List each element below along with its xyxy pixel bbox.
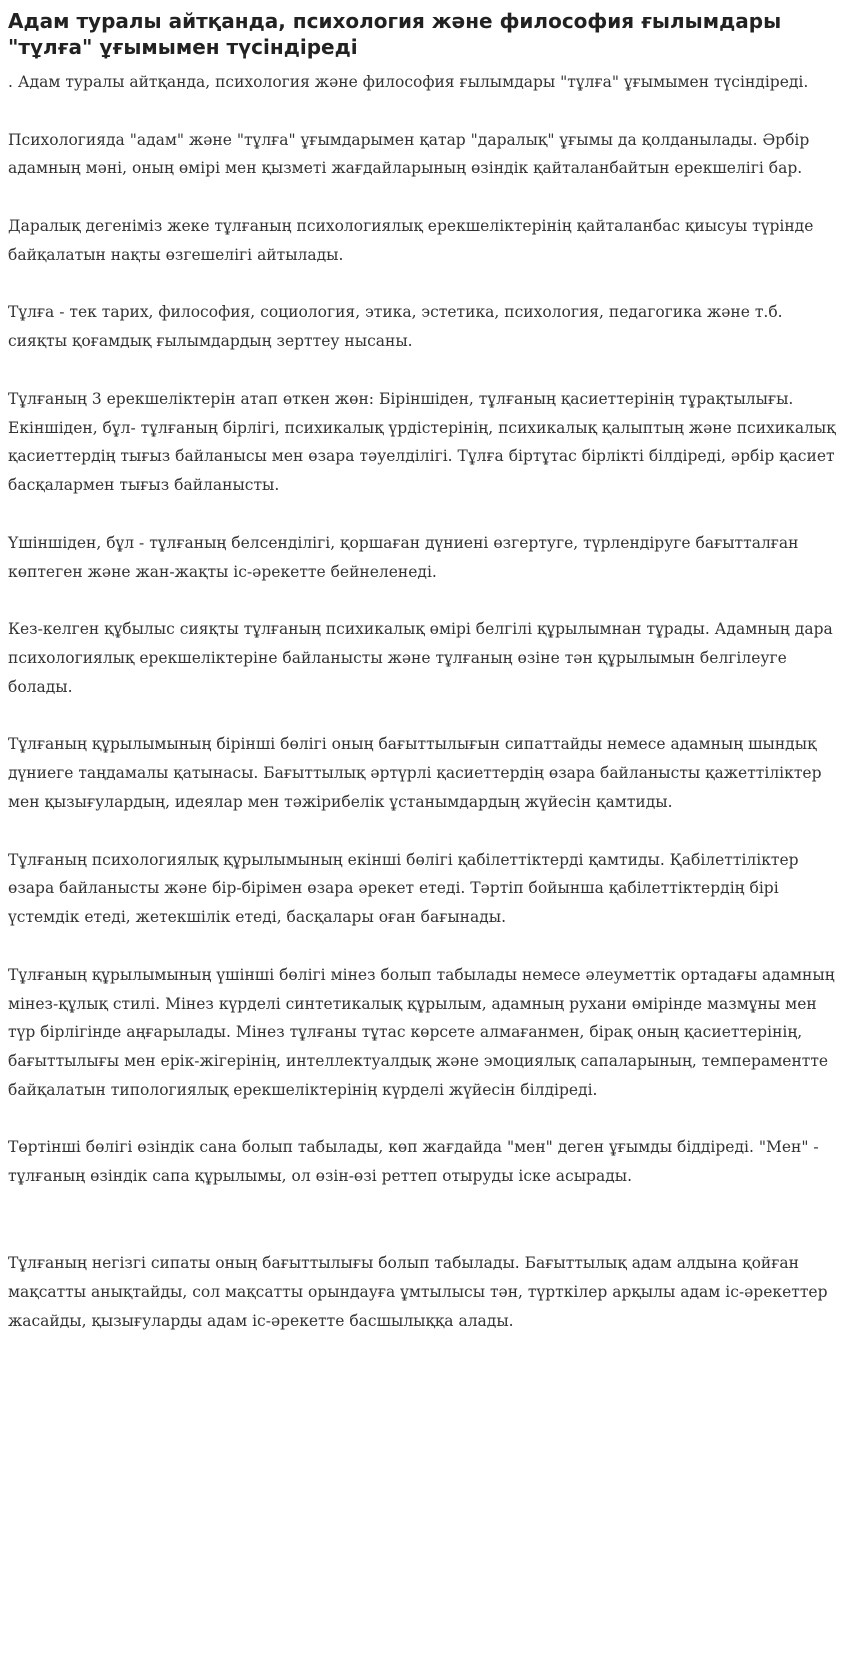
paragraph-12: Тұлғаның негізгі сипаты оның бағыттылығы болып табылады. Бағыттылық адам алдына қойған мақсатты анықтайды, сол мақсатты орындауға ұмтылысы тән, түрткілер арқылы адам іс-әрекеттер жасайды, қызығуларды адам іс-әрекетте басшылыққа алады. bbox=[8, 1254, 828, 1330]
article bbox=[8, 8, 840, 1364]
article-body bbox=[8, 68, 840, 1335]
paragraph-11: Төртінші бөлігі өзіндік сана болып табылады, көп жағдайда "мен" деген ұғымды біддіреді. "Мен" - тұлғаның өзіндік сапа құрылымы, ол өзін-өзі реттеп отыруды іске асырады. bbox=[8, 1138, 819, 1186]
paragraph-5: Тұлғаның 3 ерекшеліктерін атап өткен жөн: Біріншіден, тұлғаның қасиеттерінің тұрақтылығы. Екіншіден, бұл- тұлғаның бірлігі, психикалық үрдістерінің, психикалық қалыптың және психикалық қасиеттердің тығыз байланысы мен өзара тәуелділігі. Тұлға біртұтас бірлікті білдіреді, әрбір қасиет басқалармен тығыз байланысты. bbox=[8, 389, 836, 495]
paragraph-6: Үшіншіден, бұл - тұлғаның белсенділігі, қоршаған дүниені өзгертуге, түрлендіруге бағытталған көптеген және жан-жақты іс-әрекетте бейнеленеді. bbox=[8, 533, 799, 581]
paragraph-9: Тұлғаның психологиялық құрылымының екінші бөлігі қабілеттіктерді қамтиды. Қабілеттіліктер өзара байланысты және бір-бірімен өзара әрекет етеді. Тәртіп бойынша қабілеттіктердің бірі үстемдік етеді, жетекшілік етеді, басқалары оған бағынады. bbox=[8, 850, 799, 927]
paragraph-1: . Адам туралы айтқанда, психология және философия ғылымдары "тұлға" ұғымымен түсіндіреді. bbox=[8, 73, 809, 91]
paragraph-4: Тұлға - тек тарих, философия, социология, этика, эстетика, психология, педагогика және т.б. сияқты қоғамдық ғылымдардың зерттеу нысаны. bbox=[8, 303, 783, 351]
paragraph-8: Тұлғаның құрылымының бірінші бөлігі оның бағыттылығын сипаттайды немесе адамның шындық дүниеге таңдамалы қатынасы. Бағыттылық әртүрлі қасиеттердің өзара байланысты қажеттіліктер мен қызығулардың, идеялар мен тәжірибелік ұстанымдардың жүйесін қамтиды. bbox=[8, 735, 822, 811]
paragraph-3: Даралық дегеніміз жеке тұлғаның психологиялық ерекшеліктерінің қайталанбас қиысуы түрінде байқалатын нақты өзгешелігі айтылады. bbox=[8, 216, 814, 264]
paragraph-7: Кез-келген құбылыс сияқты тұлғаның психикалық өмірі белгілі құрылымнан тұрады. Адамның дара психологиялық ерекшеліктеріне байланысты және тұлғаның өзіне тән құрылымын белгілеуге болады. bbox=[8, 620, 833, 696]
paragraph-10: Тұлғаның құрылымының үшінші бөлігі мінез болып табылады немесе әлеуметтік ортадағы адамның мінез-құлық стилі. Мінез күрделі синтетикалық құрылым, адамның рухани өмірінде мазмұны мен түр бірлігінде аңғарылады. Мінез тұлғаны тұтас көрсете алмағанмен, бірақ оның қасиеттерінің, бағыттылығы мен ерік-жігерінің, интеллектуалдық және эмоциялық сапаларының, темпераментте байқалатын типологиялық ерекшеліктерінің күрделі жүйесін білдіреді. bbox=[8, 965, 835, 1099]
article-title: Адам туралы айтқанда, психология және философия ғылымдары "тұлға" ұғымымен түсіндіреді bbox=[8, 9, 782, 59]
paragraph-2: Психологияда "адам" және "тұлға" ұғымдарымен қатар "даралық" ұғымы да қолданылады. Әрбір адамның мәні, оның өмірі мен қызметі жағдайларының өзіндік қайталанбайтын ерекшелігі бар. bbox=[8, 130, 810, 178]
